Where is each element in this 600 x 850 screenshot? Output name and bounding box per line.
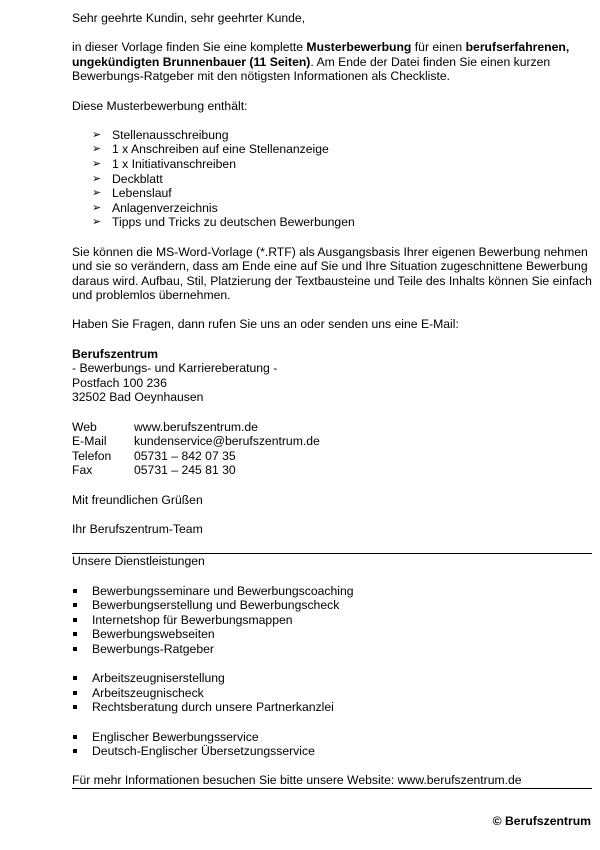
list-item: ➢ 1 x Anschreiben auf eine Stellenanzeige [92, 142, 329, 157]
more-info-text: Für mehr Informationen besuchen Sie bitte unsere Website: www.berufszentrum.de [72, 773, 522, 788]
list-item: Deutsch-Englischer Übersetzungsservice [72, 744, 592, 759]
square-bullet-icon [72, 671, 92, 686]
square-bullet-icon [72, 598, 92, 613]
contents-list [72, 128, 592, 230]
questions-text: Haben Sie Fragen, dann rufen Sie uns an oder senden uns eine E-Mail: [72, 317, 459, 332]
website-link[interactable]: www.berufszentrum.de [134, 419, 258, 434]
contact-row: E-Mail kundenservice@berufszentrum.de [72, 434, 320, 449]
document-page [72, 11, 592, 789]
contact-block [72, 420, 592, 478]
phone-number: 05731 – 842 07 35 [134, 448, 236, 463]
services-list [72, 584, 592, 657]
square-bullet-icon [72, 584, 92, 599]
list-item: Bewerbungs-Ratgeber [72, 642, 592, 657]
list-item: Bewerbungsseminare und Bewerbungscoaching [72, 584, 592, 599]
list-item: ➢ Lebenslauf [92, 186, 172, 201]
square-bullet-icon [72, 642, 92, 657]
email-link[interactable]: kundenservice@berufszentrum.de [134, 434, 320, 449]
services-list [72, 730, 592, 759]
copyright-notice: © Berufszentrum [492, 814, 591, 828]
arrow-bullet-icon: ➢ [92, 216, 102, 229]
list-item: Arbeitszeugniserstellung [72, 671, 592, 686]
list-item: Bewerbungswebseiten [72, 627, 592, 642]
list-item: ➢ Deckblatt [92, 171, 163, 186]
list-item: ➢ Tipps und Tricks zu deutschen Bewerbungen [92, 215, 355, 230]
square-bullet-icon [72, 700, 92, 715]
arrow-bullet-icon: ➢ [92, 172, 102, 185]
list-item: ➢ Stellenausschreibung [92, 127, 229, 142]
template-note: Sie können die MS-Word-Vorlage (*.RTF) als Ausgangsbasis Ihrer eigenen Bewerbung nehmen und sie so verändern, dass am Ende eine auf Sie und Ihre Situation zugeschnittene Bewerbung daraus wird. Aufbau, Stil, Platzierung der Textbausteine und Teile des Inhalts können Sie einfach und problemlos übernehmen. [72, 244, 592, 303]
company-name: Berufszentrum [72, 346, 159, 361]
contents-heading: Diese Musterbewerbung enthält: [72, 98, 248, 113]
list-item: Englischer Bewerbungsservice [72, 730, 592, 745]
address-line: - Bewerbungs- und Karriereberatung - [72, 361, 278, 376]
fax-number: 05731 – 245 81 30 [134, 463, 236, 478]
services-heading: Unsere Dienstleistungen [72, 554, 205, 569]
contact-row: Web www.berufszentrum.de [72, 419, 258, 434]
list-item: Bewerbungserstellung und Bewerbungscheck [72, 598, 592, 613]
list-item: ➢ 1 x Initiativanschreiben [92, 156, 236, 171]
square-bullet-icon [72, 613, 92, 628]
list-item: Internetshop für Bewerbungsmappen [72, 613, 592, 628]
contact-row: Fax 05731 – 245 81 30 [72, 463, 236, 478]
square-bullet-icon [72, 744, 92, 759]
square-bullet-icon [72, 627, 92, 642]
contact-row: Telefon 05731 – 842 07 35 [72, 448, 236, 463]
arrow-bullet-icon: ➢ [92, 157, 102, 170]
list-item: Arbeitszeugnischeck [72, 686, 592, 701]
greeting: Sehr geehrte Kundin, sehr geehrter Kunde, [72, 11, 306, 25]
arrow-bullet-icon: ➢ [92, 143, 102, 156]
square-bullet-icon [72, 730, 92, 745]
list-item: Rechtsberatung durch unsere Partnerkanzlei [72, 700, 592, 715]
address-line: 32502 Bad Oeynhausen [72, 390, 204, 405]
arrow-bullet-icon: ➢ [92, 187, 102, 200]
services-list [72, 671, 592, 715]
square-bullet-icon [72, 686, 92, 701]
signature: Ihr Berufszentrum-Team [72, 521, 203, 536]
intro-paragraph: in dieser Vorlage finden Sie eine komplette Musterbewerbung für einen berufserfahrenen, ungekündigten Brunnenbauer (11 Seiten). Am Ende der Datei finden Sie einen kurzen Bewerbungs-Ratgeber mit den nötigsten Informationen als Checkliste. [72, 40, 570, 84]
list-item: ➢ Anlagenverzeichnis [92, 200, 218, 215]
closing: Mit freundlichen Grüßen [72, 492, 203, 507]
arrow-bullet-icon: ➢ [92, 128, 102, 141]
address-line: Postfach 100 236 [72, 375, 167, 390]
arrow-bullet-icon: ➢ [92, 201, 102, 214]
divider [72, 788, 592, 789]
